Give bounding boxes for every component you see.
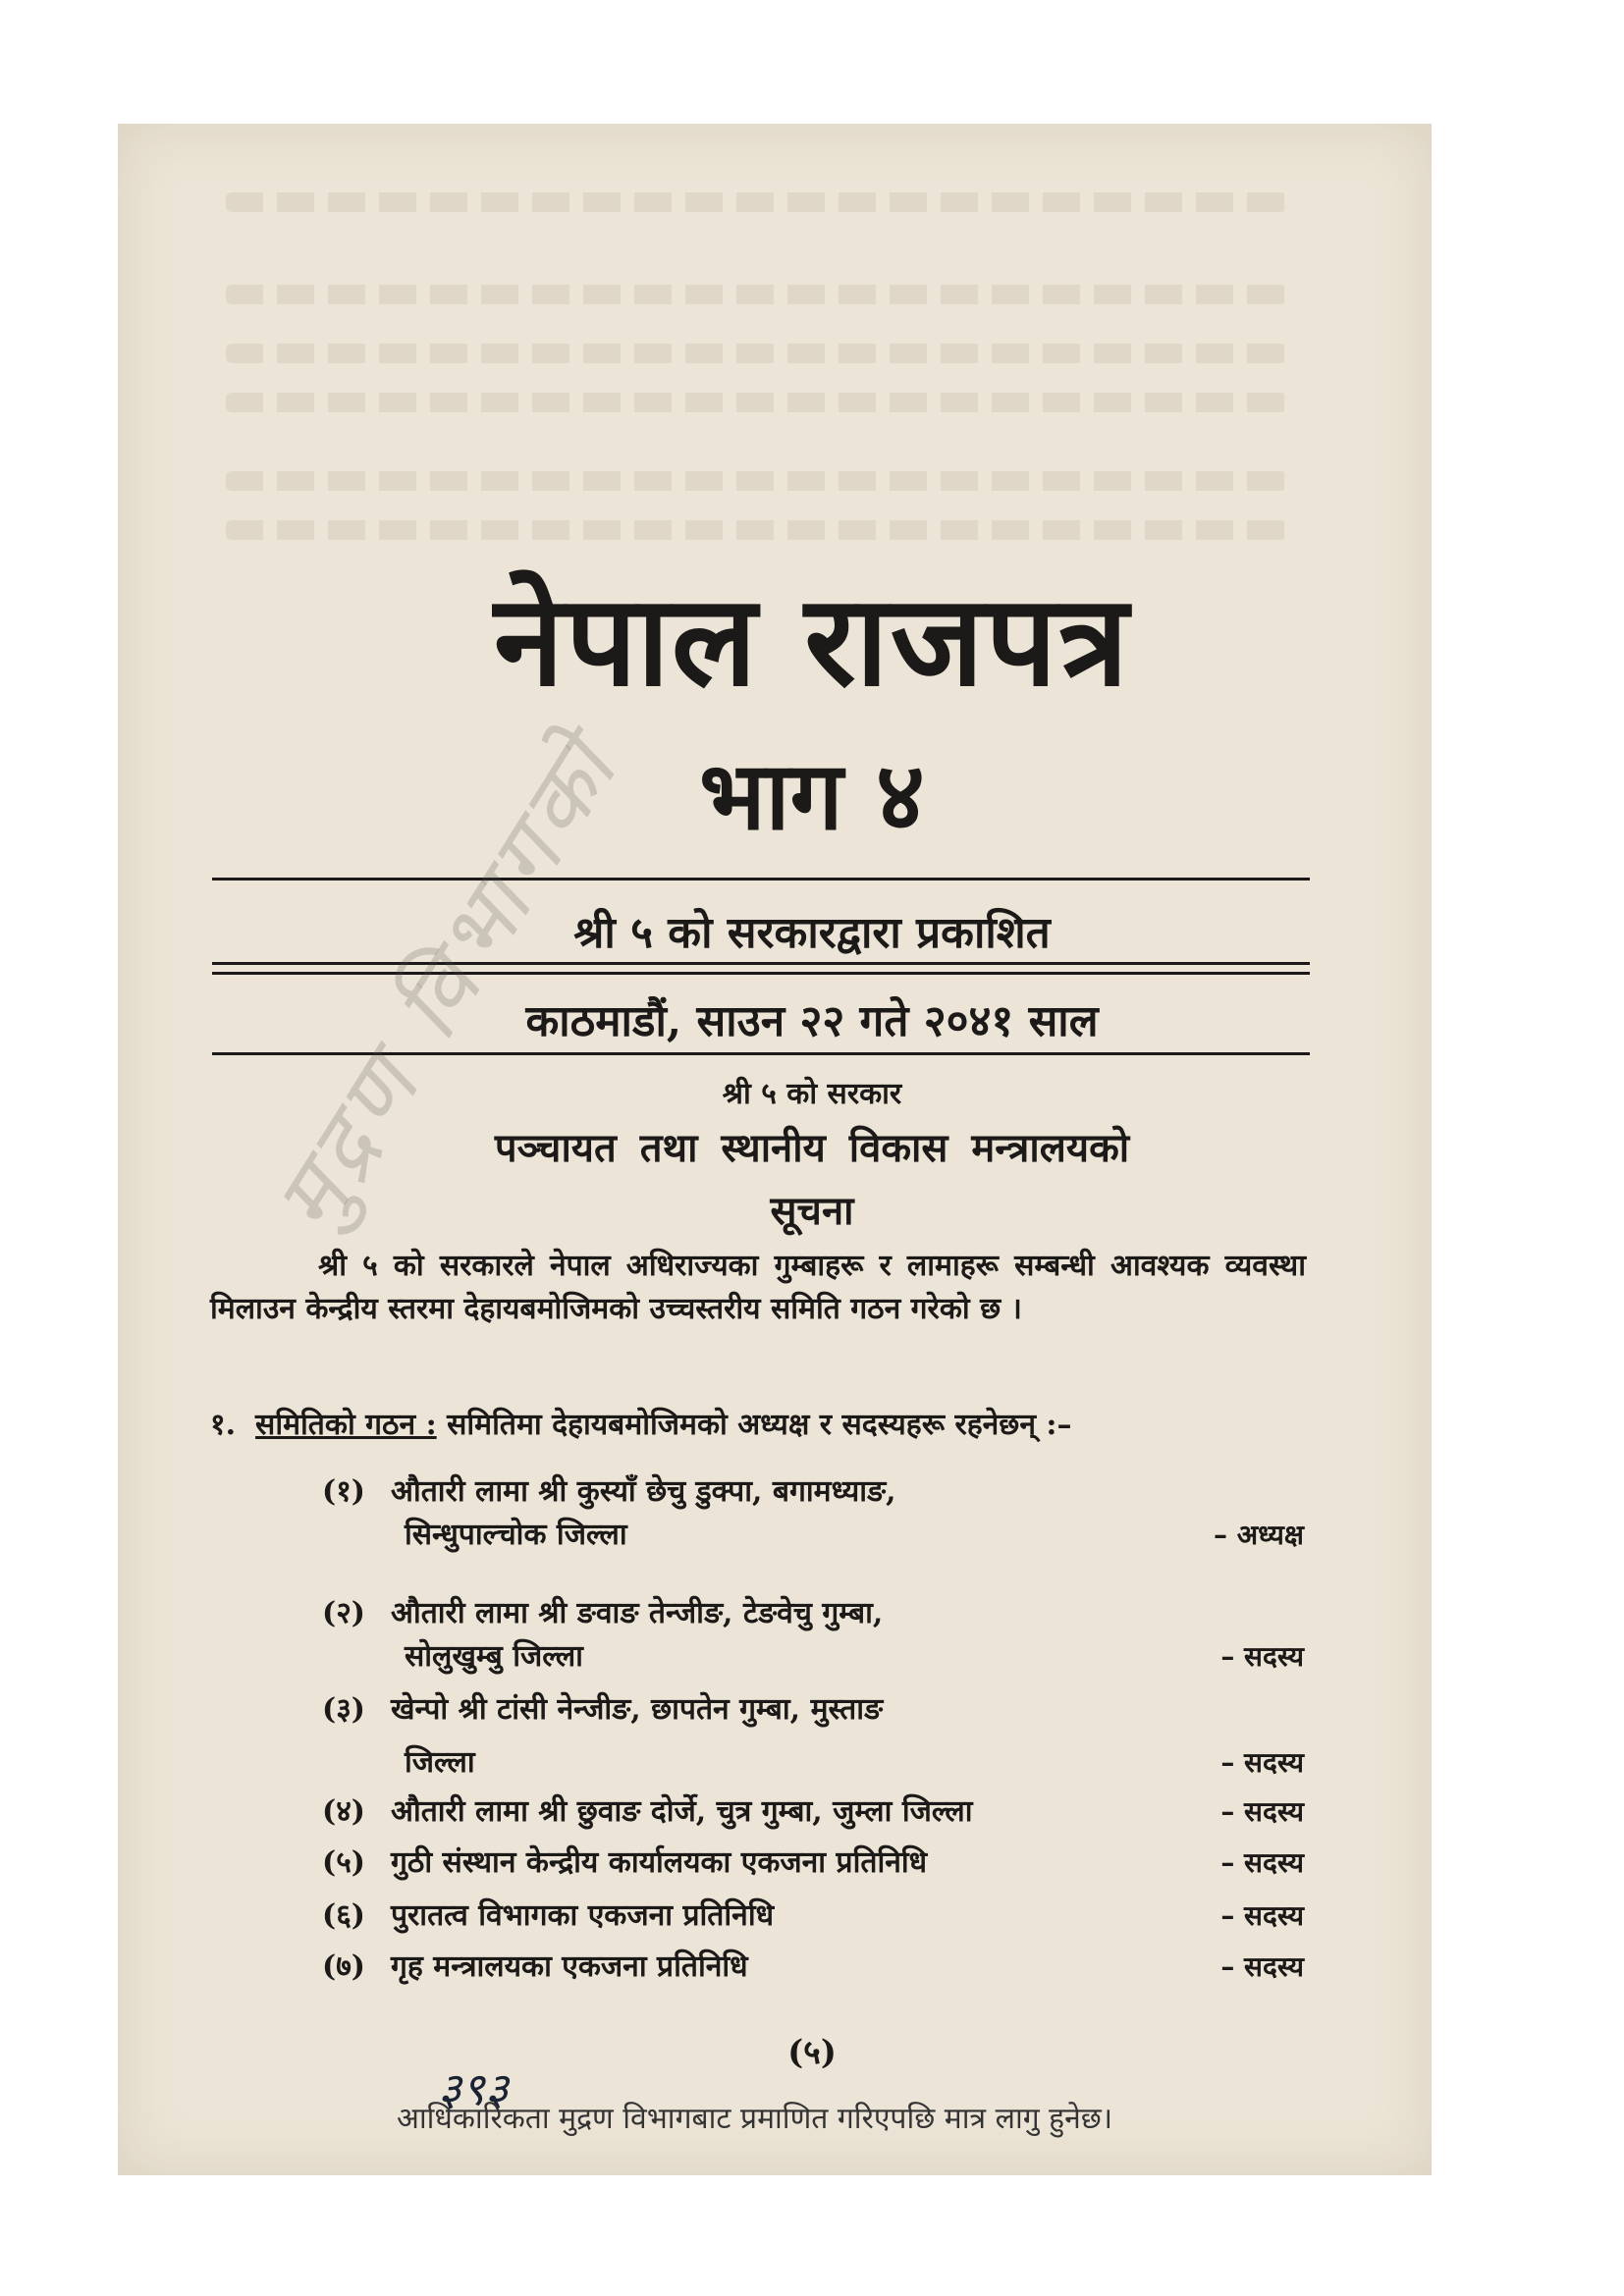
member-line1: गुठी संस्थान केन्द्रीय कार्यालयका एकजना प्रतिनिधि	[391, 1845, 928, 1880]
member-role: – सदस्य	[1220, 1846, 1304, 1879]
member-index: (७)	[322, 1949, 365, 1984]
bleed-through-line	[226, 344, 1286, 363]
notice-title: सूचना	[770, 1188, 854, 1234]
member-line2: सोलुखुम्बु जिल्ला	[405, 1639, 583, 1674]
member-item	[322, 1688, 1304, 1785]
bleed-through-line	[226, 393, 1286, 412]
member-line2: सिन्धुपाल्चोक जिल्ला	[405, 1518, 627, 1552]
double-rule-top	[212, 962, 1310, 965]
member-line1: पुरातत्व विभागका एकजना प्रतिनिधि	[391, 1898, 775, 1933]
member-role: – सदस्य	[1220, 1795, 1304, 1828]
notice-body: श्री ५ को सरकारले नेपाल अधिराज्यका गुम्बाहरू र लामाहरू सम्बन्धी आवश्यक व्यवस्था मिलाउन केन्द्रीय स्तरमा देहायबमोजिमको उच्चस्तरीय समिति गठन गरेको छ ।	[210, 1249, 1306, 1326]
page-number: (५)	[787, 2033, 837, 2072]
authentication-footer: आधिकारिकता मुद्रण विभागबाट प्रमाणित गरिएपछि मात्र लागु हुनेछ।	[397, 2102, 1113, 2136]
bleed-through-line	[226, 520, 1286, 540]
part-title: भाग ४	[699, 740, 925, 851]
member-role: – सदस्य	[1220, 1746, 1304, 1779]
member-index: (५)	[322, 1845, 365, 1880]
publisher-line: श्री ५ को सरकारद्वारा प्रकाशित	[573, 908, 1051, 958]
member-item	[322, 1470, 1304, 1557]
member-index: (४)	[322, 1794, 365, 1829]
section-text: समितिमा देहायबमोजिमको अध्यक्ष र सदस्यहरू रहनेछन् :–	[447, 1408, 1072, 1442]
member-role: – सदस्य	[1220, 1640, 1304, 1673]
section-1	[210, 1404, 1320, 1447]
member-line2: जिल्ला	[405, 1745, 475, 1780]
diagonal-watermark: मुद्रण विभागको	[253, 716, 641, 1250]
member-role: – अध्यक्ष	[1214, 1519, 1304, 1551]
section-heading: समितिको गठन :	[255, 1408, 437, 1442]
member-item	[322, 1895, 1304, 1938]
member-item	[322, 1790, 1304, 1834]
member-line1: औतारी लामा श्री कुस्याँ छेचु डुक्पा, बगामध्याङ,	[391, 1474, 896, 1509]
ministry-heading: पञ्चायत तथा स्थानीय विकास मन्त्रालयको	[494, 1125, 1130, 1171]
member-index: (२)	[322, 1596, 365, 1630]
top-rule	[212, 878, 1310, 881]
handwritten-page-number: ३९३	[438, 2062, 509, 2115]
member-line1: औतारी लामा श्री छुवाङ दोर्जे, चुत्र गुम्बा, जुम्ला जिल्ला	[391, 1794, 973, 1829]
dateline: काठमाडौं, साउन २२ गते २०४१ साल	[525, 996, 1099, 1046]
member-item	[322, 1946, 1304, 1989]
member-item	[322, 1592, 1304, 1679]
member-index: (३)	[322, 1692, 365, 1727]
member-line1: गृह मन्त्रालयका एकजना प्रतिनिधि	[391, 1949, 748, 1984]
member-index: (१)	[322, 1474, 365, 1509]
masthead-title: नेपाल राजपत्र	[493, 567, 1131, 715]
bleed-through-line	[226, 471, 1286, 491]
member-item	[322, 1842, 1304, 1885]
bleed-through-line	[226, 285, 1286, 304]
member-role: – सदस्य	[1220, 1950, 1304, 1983]
member-line1: खेन्पो श्री टांसी नेन्जीङ, छापतेन गुम्बा, मुस्ताङ	[391, 1692, 884, 1727]
member-line1: औतारी लामा श्री ङवाङ तेन्जीङ, टेङवेचु गुम्बा,	[391, 1596, 884, 1630]
bleed-through-line	[226, 192, 1286, 212]
member-index: (६)	[322, 1898, 365, 1933]
section-number: १.	[210, 1408, 237, 1442]
member-role: – सदस्य	[1220, 1899, 1304, 1932]
government-heading: श्री ५ को सरकार	[722, 1077, 902, 1111]
